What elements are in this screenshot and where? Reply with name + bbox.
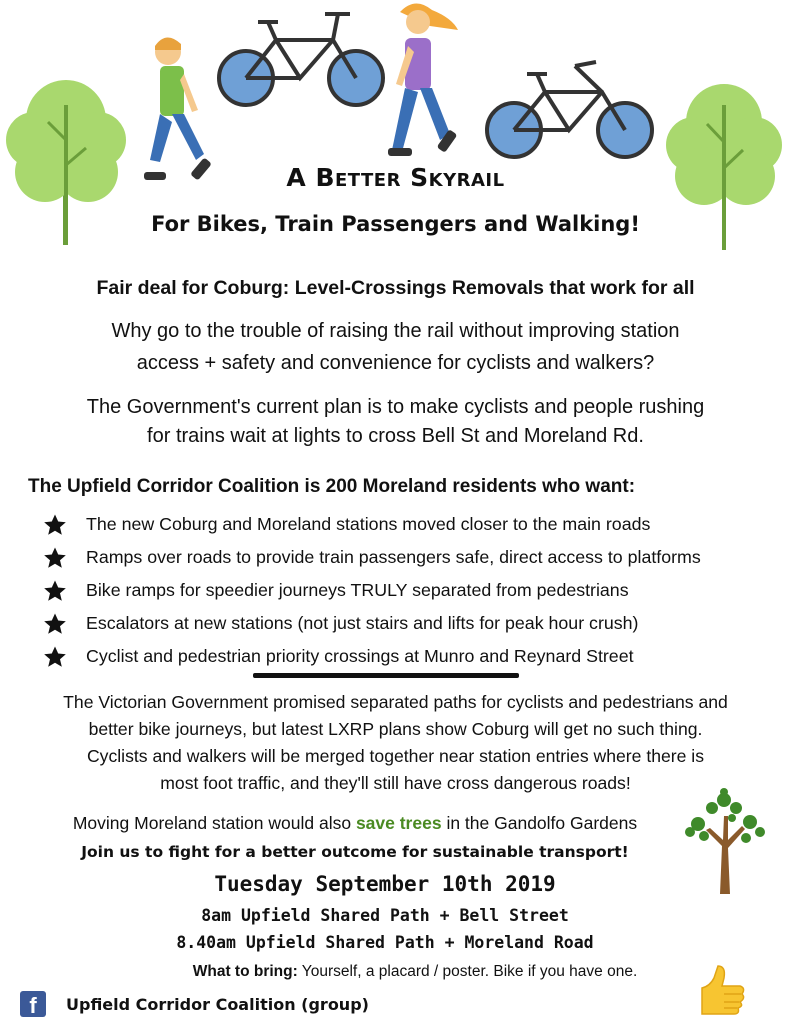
coalition-heading: The Upfield Corridor Coalition is 200 Moreland residents who want: — [28, 476, 636, 497]
section-divider — [253, 673, 519, 678]
what-to-bring — [0, 963, 791, 981]
list-item — [38, 541, 778, 574]
star-icon — [38, 612, 72, 636]
page-subtitle: For Bikes, Train Passengers and Walking! — [151, 212, 640, 236]
walking-boy-icon — [144, 37, 212, 180]
event-location-2: 8.40am Upfield Shared Path + Moreland Road — [176, 933, 594, 952]
list-item — [38, 607, 778, 640]
save-trees-highlight: save trees — [355, 813, 442, 833]
star-icon — [38, 546, 72, 570]
list-item — [38, 574, 778, 607]
promise-line: The Victorian Government promised separated paths for cyclists and pedestrians and — [63, 692, 728, 712]
thumbs-up-icon — [692, 962, 748, 1018]
what-to-bring-label: What to bring: — [192, 963, 298, 980]
list-item-text: Bike ramps for speedier journeys TRULY separated from pedestrians — [86, 580, 629, 600]
intro-paragraph — [0, 315, 791, 379]
list-item-text: Escalators at new stations (not just stairs and lifts for peak hour crush) — [86, 613, 639, 633]
intro-line: Why go to the trouble of raising the rail without improving station — [111, 320, 680, 342]
promise-paragraph — [0, 689, 791, 797]
trees-line — [0, 813, 710, 834]
page-title: A Better Skyrail — [286, 163, 505, 192]
call-to-action: Join us to fight for a better outcome for sustainable transport! — [81, 843, 629, 861]
trees-line-start: Moving Moreland station would also — [72, 813, 356, 833]
star-icon — [38, 645, 72, 669]
list-item-text: Ramps over roads to provide train passengers safe, direct access to platforms — [86, 547, 701, 567]
star-icon — [38, 513, 72, 537]
facebook-icon[interactable]: f — [20, 991, 46, 1017]
bicycle-icon — [487, 62, 652, 157]
what-to-bring-text: Yourself, a placard / poster. Bike if you have one. — [297, 963, 638, 980]
promise-line: most foot traffic, and they'll still have cross dangerous roads! — [160, 773, 631, 793]
list-item-text: Cyclist and pedestrian priority crossings at Munro and Reynard Street — [86, 646, 634, 666]
star-icon — [38, 579, 72, 603]
event-date: Tuesday September 10th 2019 — [214, 872, 556, 896]
list-item-text: The new Coburg and Moreland stations moved closer to the main roads — [86, 514, 651, 534]
list-item — [38, 508, 778, 541]
plan-paragraph — [0, 393, 791, 451]
walking-girl-icon — [388, 3, 458, 156]
list-item — [38, 640, 778, 673]
plan-line: The Government's current plan is to make cyclists and people rushing — [86, 396, 705, 418]
event-location-1: 8am Upfield Shared Path + Bell Street — [201, 906, 569, 925]
intro-line: access + safety and convenience for cyclists and walkers? — [136, 352, 655, 374]
facebook-group-link[interactable]: Upfield Corridor Coalition (group) — [66, 995, 369, 1014]
wants-list — [38, 508, 778, 673]
promise-line: Cyclists and walkers will be merged together near station entries where there is — [86, 746, 705, 766]
promise-line: better bike journeys, but latest LXRP plans show Coburg will get no such thing. — [88, 719, 703, 739]
trees-line-end: in the Gandolfo Gardens — [441, 813, 638, 833]
bicycle-icon — [219, 14, 383, 105]
plan-line: for trains wait at lights to cross Bell St and Moreland Rd. — [147, 425, 644, 447]
headline: Fair deal for Coburg: Level-Crossings Removals that work for all — [96, 277, 695, 299]
